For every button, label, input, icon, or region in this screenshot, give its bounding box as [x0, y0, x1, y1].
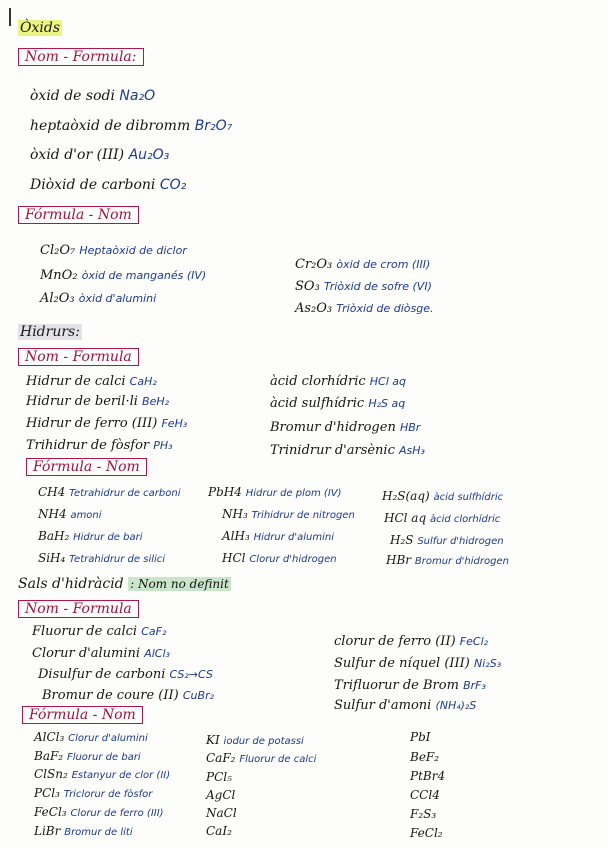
sals-fn-row	[34, 786, 152, 800]
hidrurs-fn-row	[222, 529, 334, 543]
sals-fn-row	[34, 824, 133, 838]
formula: AgCl	[206, 788, 236, 802]
sals-subtitle: : Nom no definit	[130, 577, 229, 591]
compound-name: Clorur d'alumini	[68, 733, 148, 744]
formula: SO₃	[295, 279, 320, 294]
compound-name: òxid de crom (III)	[336, 258, 431, 271]
formula: PbI	[410, 730, 431, 744]
formula: HBr	[386, 553, 412, 567]
hidrurs-fn-row	[384, 511, 500, 525]
compound-name: Sulfur de níquel (III)	[334, 656, 470, 671]
sals-formula-nom-box: Fórmula - Nom	[22, 706, 143, 724]
compound-name: Bromur de liti	[64, 827, 133, 838]
formula: PH₃	[153, 439, 173, 452]
formula: AlH₃	[222, 529, 250, 543]
oxids-nom-formula-box: Nom - Formula:	[18, 48, 144, 66]
formula: CO₂	[159, 177, 187, 193]
formula: CH4	[38, 485, 66, 499]
compound-name: Sulfur d'hidrogen	[417, 536, 504, 547]
compound-name: òxid de manganés (IV)	[81, 269, 207, 282]
compound-name: Hidrur de bari	[73, 532, 143, 543]
sals-nf-row	[334, 656, 501, 671]
compound-name: Clorur de ferro (III)	[70, 808, 164, 819]
compound-name: Fluorur de calci	[32, 624, 138, 639]
compound-name: Clorur d'hidrogen	[249, 554, 337, 565]
sals-fn-row	[34, 749, 141, 763]
sals-title: Sals d'hidràcid	[18, 576, 124, 592]
compound-name: Diòxid de carboni	[30, 177, 156, 193]
formula: Na₂O	[119, 88, 156, 104]
hidrurs-nf-row	[26, 394, 169, 409]
compound-name: heptaòxid de dibromm	[30, 118, 191, 134]
compound-name: Triclorur de fòsfor	[63, 789, 153, 800]
formula: CaF₂	[141, 625, 167, 638]
formula: Ni₂S₃	[474, 657, 502, 670]
hidrurs-fn-row	[38, 551, 165, 565]
oxids-fn-row	[40, 268, 206, 283]
formula: CaI₂	[206, 824, 232, 838]
compound-name: Trihidrur de nitrogen	[251, 510, 355, 521]
hidrurs-nf-row	[270, 420, 420, 435]
sals-fn-row	[34, 805, 164, 819]
sals-nom-formula-box: Nom - Formula	[18, 600, 139, 618]
formula: AsH₃	[399, 444, 425, 457]
formula: FeH₃	[161, 417, 188, 430]
oxids-fn-row	[295, 279, 432, 294]
oxids-formula-nom-box: Fórmula - Nom	[18, 206, 139, 224]
hidrurs-fn-row	[386, 553, 509, 567]
formula: CaF₂	[206, 751, 236, 765]
sals-fn-row	[206, 733, 304, 747]
sals-fn-row	[206, 824, 232, 838]
compound-name: iodur de potassi	[223, 736, 304, 747]
formula: FeCl₂	[459, 635, 489, 648]
oxids-fn-row	[295, 301, 434, 316]
formula: CS₂→CS	[169, 668, 213, 681]
formula: PbH4	[208, 485, 242, 499]
compound-name: Tetrahidrur de silici	[69, 554, 166, 565]
formula: BrF₃	[463, 679, 486, 692]
compound-name: Estanyur de clor (II)	[71, 770, 171, 781]
compound-name: clorur de ferro (II)	[334, 634, 456, 649]
formula: BaF₂	[34, 749, 64, 763]
compound-name: amoni	[70, 510, 102, 521]
formula: ClSn₂	[34, 767, 68, 781]
compound-name: Hidrur de calci	[26, 374, 126, 389]
formula: HCl aq	[384, 511, 427, 525]
formula: BeF₂	[410, 750, 440, 764]
formula: CaH₂	[129, 375, 157, 388]
sals-nf-row	[334, 678, 486, 693]
formula: NaCl	[206, 806, 237, 820]
compound-name: òxid d'alumini	[78, 292, 157, 305]
compound-name: Trihidrur de fòsfor	[26, 438, 150, 453]
compound-name: Bromur d'hidrogen	[270, 420, 396, 435]
formula: F₂S₃	[410, 807, 437, 821]
compound-name: Bromur d'hidrogen	[414, 556, 509, 567]
oxids-fn-row	[295, 257, 430, 272]
margin-line	[9, 8, 11, 26]
formula: CuBr₂	[182, 689, 215, 702]
compound-name: Trinidrur d'arsènic	[270, 443, 395, 458]
formula: HCl	[222, 551, 246, 565]
oxids-nf-row	[30, 177, 186, 193]
formula: AlCl₃	[34, 730, 65, 744]
formula: NH4	[38, 507, 67, 521]
sals-fn-row	[34, 767, 170, 781]
compound-name: àcid clorhídric	[429, 514, 501, 525]
compound-name: Hidrur d'alumini	[253, 532, 334, 543]
section-title-sals	[18, 576, 231, 592]
compound-name: Fluorur de bari	[66, 752, 141, 763]
compound-name: Clorur d'alumini	[32, 646, 141, 661]
formula: H₂S(aq)	[382, 489, 430, 503]
sals-nf-row	[38, 667, 213, 682]
hidrurs-nf-row	[26, 438, 173, 453]
section-title-oxids	[18, 20, 62, 36]
sals-nf-row	[42, 688, 214, 703]
formula: HBr	[399, 421, 421, 434]
hidrurs-nom-formula-box: Nom - Formula	[18, 348, 139, 366]
hidrurs-fn-row	[222, 507, 355, 521]
oxids-fn-row	[40, 291, 156, 306]
compound-name: Triòxid de diòsge.	[336, 302, 434, 315]
hidrurs-fn-row	[38, 507, 102, 521]
formula: PCl₅	[206, 770, 232, 784]
oxids-nf-row	[30, 88, 155, 104]
hidrurs-title: Hidrurs:	[20, 324, 80, 340]
compound-name: Heptaòxid de diclor	[79, 244, 187, 257]
formula: H₂S aq	[368, 397, 406, 410]
sals-fn-row	[34, 730, 148, 744]
sals-fn-row	[206, 770, 232, 784]
formula: SiH₄	[38, 551, 66, 565]
formula: BeH₂	[142, 395, 170, 408]
formula: Al₂O₃	[40, 291, 75, 306]
formula: LiBr	[34, 824, 61, 838]
section-title-hidrurs	[18, 324, 82, 340]
formula: AlCl₃	[144, 647, 170, 660]
formula: NH₃	[222, 507, 248, 521]
hidrurs-fn-row	[208, 485, 342, 499]
compound-name: Trifluorur de Brom	[334, 678, 459, 693]
formula: FeCl₃	[34, 805, 67, 819]
oxids-title: Òxids	[20, 20, 60, 36]
compound-name: Sulfur d'amoni	[334, 698, 432, 713]
sals-nf-row	[334, 634, 488, 649]
compound-name: Hidrur de ferro (III)	[26, 416, 158, 431]
formula: (NH₄)₂S	[435, 699, 477, 712]
hidrurs-nf-row	[26, 374, 157, 389]
hidrurs-fn-row	[382, 489, 503, 503]
formula: Cr₂O₃	[295, 257, 333, 272]
sals-nf-row	[32, 624, 166, 639]
formula: Cl₂O₇	[40, 243, 76, 258]
hidrurs-nf-row	[270, 396, 405, 411]
hidrurs-nf-row	[270, 374, 406, 389]
compound-name: àcid clorhídric	[270, 374, 366, 389]
hidrurs-fn-row	[222, 551, 337, 565]
hidrurs-nf-row	[270, 443, 425, 458]
formula: KI	[206, 733, 220, 747]
formula: FeCl₂	[410, 826, 443, 840]
sals-nf-row	[334, 698, 476, 713]
hidrurs-nf-row	[26, 416, 187, 431]
formula: BaH₂	[38, 529, 70, 543]
compound-name: Hidrur de beril·li	[26, 394, 138, 409]
compound-name: Disulfur de carboni	[38, 667, 166, 682]
hidrurs-fn-row	[390, 533, 504, 547]
compound-name: àcid sulfhídric	[270, 396, 365, 411]
formula: Br₂O₇	[194, 118, 233, 134]
formula: CCl4	[410, 788, 440, 802]
compound-name: àcid sulfhídric	[433, 492, 504, 503]
formula: HCl aq	[369, 375, 407, 388]
sals-fn-row	[206, 751, 316, 765]
formula: Au₂O₃	[128, 147, 170, 163]
oxids-nf-row	[30, 147, 169, 163]
oxids-nf-row	[30, 118, 232, 134]
compound-name: Tetrahidrur de carboni	[69, 488, 181, 499]
compound-name: Triòxid de sofre (VI)	[323, 280, 432, 293]
compound-name: Hidrur de plom (IV)	[245, 488, 342, 499]
compound-name: Fluorur de calci	[239, 754, 317, 765]
compound-name: òxid d'or (III)	[30, 147, 125, 163]
formula: MnO₂	[40, 268, 78, 283]
formula: PtBr4	[410, 769, 446, 783]
hidrurs-fn-row	[38, 485, 181, 499]
compound-name: Bromur de coure (II)	[42, 688, 179, 703]
hidrurs-fn-row	[38, 529, 143, 543]
formula: PCl₃	[34, 786, 60, 800]
sals-fn-row	[206, 806, 237, 820]
oxids-fn-row	[40, 243, 187, 258]
sals-fn-row	[206, 788, 235, 802]
sals-nf-row	[32, 646, 170, 661]
compound-name: òxid de sodi	[30, 88, 115, 104]
formula: As₂O₃	[295, 301, 333, 316]
hidrurs-formula-nom-box: Fórmula - Nom	[26, 458, 147, 476]
formula: H₂S	[390, 533, 414, 547]
